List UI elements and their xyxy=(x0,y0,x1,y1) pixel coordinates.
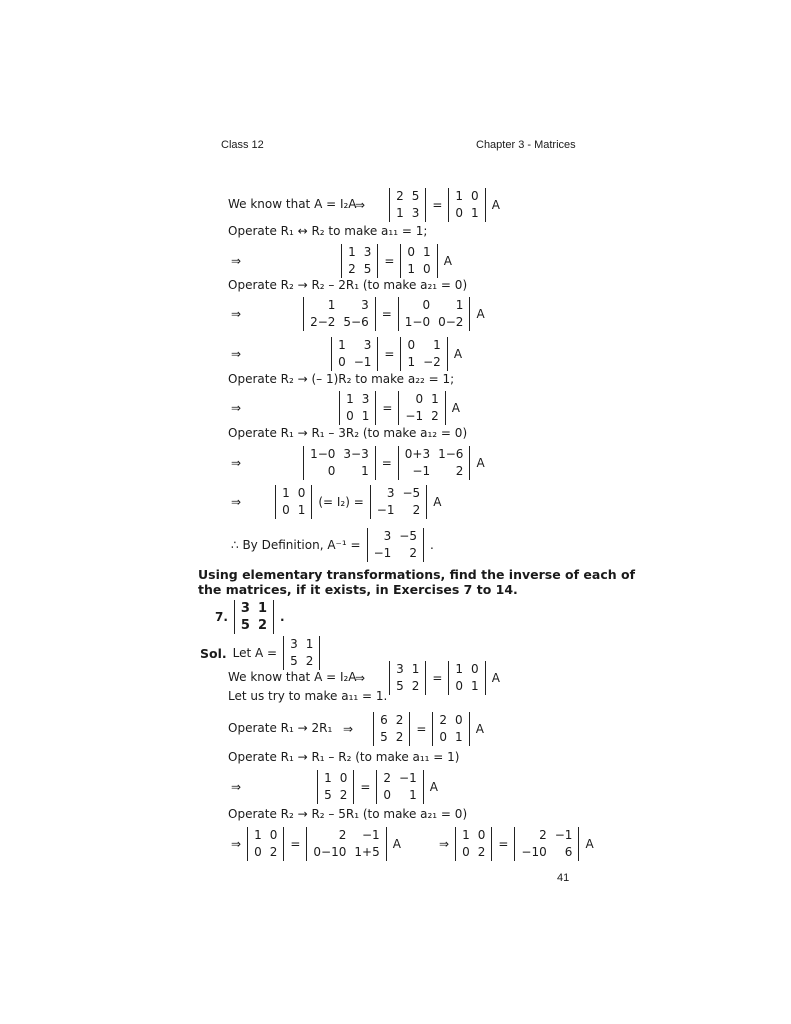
matrix-cell: 5 xyxy=(324,788,332,802)
matrix-cell: −1 xyxy=(373,546,392,560)
matrix-cell: 0 xyxy=(423,262,431,276)
matrix xyxy=(398,446,471,480)
matrix-cell: −1 xyxy=(353,355,372,369)
matrix-cell: 3 xyxy=(361,392,370,406)
equation: ⇒ 1 3 0 −1 = 0 1 1 −2 A xyxy=(231,338,463,369)
matrix xyxy=(234,600,274,634)
header-class: Class 12 xyxy=(221,139,264,151)
matrix-cell: 3 xyxy=(386,486,395,500)
text-line: Operate R₁ → 2R₁ xyxy=(228,721,333,735)
matrix-cell: 0 xyxy=(297,486,306,500)
matrix-cell: 2 xyxy=(383,771,392,785)
matrix-cell: 1 xyxy=(407,355,416,369)
matrix-cell: 1 xyxy=(431,392,439,406)
text-line: We know that A = I₂A xyxy=(228,197,357,211)
matrix-cell: 1 xyxy=(297,503,306,517)
matrix xyxy=(247,827,284,861)
matrix xyxy=(339,391,376,425)
header-chapter: Chapter 3 - Matrices xyxy=(476,139,576,151)
matrix-cell: 2 xyxy=(431,409,439,423)
matrix-cell: 1 xyxy=(471,206,479,220)
matrix-cell: 1−6 xyxy=(438,447,464,461)
text-line: Operate R₁ → R₁ – 3R₂ (to make a₁₂ = 0) xyxy=(228,426,468,440)
matrix-cell: 0 xyxy=(282,503,290,517)
matrix-cell: 1 xyxy=(361,409,370,423)
matrix-cell: 2 xyxy=(412,503,421,517)
exercise-7: 7. 3 1 5 2 . xyxy=(215,601,285,633)
matrix xyxy=(283,636,320,670)
matrix-cell: 2−2 xyxy=(310,315,336,329)
matrix xyxy=(373,712,410,746)
equation: ⇒ 1 3 0 1 = 0 1 −1 2 A xyxy=(231,392,460,423)
matrix xyxy=(400,337,447,371)
matrix-cell: 1 xyxy=(455,662,464,676)
matrix xyxy=(389,188,426,222)
matrix-cell: 1 xyxy=(361,464,369,478)
matrix-cell: 1−0 xyxy=(404,315,431,329)
matrix-cell: 3 xyxy=(363,245,372,259)
matrix-cell: 1 xyxy=(455,189,464,203)
matrix xyxy=(367,528,424,562)
matrix-cell: 0 xyxy=(415,392,424,406)
matrix-cell: 0 xyxy=(383,788,392,802)
equation: ⇒ 2 5 1 3 = 1 0 0 1 A xyxy=(355,189,500,220)
matrix-cell: −1 xyxy=(376,503,395,517)
matrix-cell: 0 xyxy=(338,355,346,369)
equation: ⇒ 1−0 3−3 0 1 = 0+3 1−6 −1 2 A xyxy=(231,447,485,478)
matrix xyxy=(432,712,469,746)
matrix-cell: 2 xyxy=(455,464,464,478)
matrix-cell: 1 xyxy=(455,298,464,312)
matrix-cell: 1 xyxy=(462,828,470,842)
matrix-cell: 2 xyxy=(396,189,404,203)
matrix xyxy=(514,827,579,861)
matrix xyxy=(303,297,376,331)
matrix-cell: 5 xyxy=(363,262,372,276)
matrix xyxy=(400,244,437,278)
equation: ⇒ 1 0 0 1 (= I₂) = 3 −5 −1 2 A xyxy=(231,486,442,517)
matrix-cell: 1 xyxy=(282,486,290,500)
matrix-cell: 6 xyxy=(564,845,573,859)
matrix xyxy=(455,827,492,861)
matrix xyxy=(398,391,445,425)
matrix-cell: 0 xyxy=(422,298,431,312)
matrix-cell: 3 xyxy=(411,206,420,220)
matrix-cell: 0−2 xyxy=(438,315,464,329)
matrix-cell: 5 xyxy=(396,679,404,693)
matrix-cell: 1 xyxy=(305,637,314,651)
matrix-cell: 0−10 xyxy=(313,845,347,859)
equation: ⇒ 1 0 0 2 = 2 −1 0−10 1+5 A xyxy=(231,828,401,859)
matrix-cell: −1 xyxy=(399,771,417,785)
matrix-cell: −10 xyxy=(521,845,547,859)
matrix-cell: 3 xyxy=(383,529,392,543)
solution-start: Sol. Let A = 3 1 5 2 xyxy=(200,636,323,670)
matrix-cell: 0 xyxy=(455,713,463,727)
matrix-cell: 1 xyxy=(348,245,356,259)
matrix-cell: −2 xyxy=(423,355,441,369)
equation: ⇒ 1 0 5 2 = 2 −1 0 1 A xyxy=(231,771,438,802)
matrix xyxy=(275,485,312,519)
matrix xyxy=(389,661,426,695)
matrix-cell: 0 xyxy=(455,679,464,693)
matrix-cell: 2 xyxy=(395,730,404,744)
matrix-cell: 2 xyxy=(411,679,420,693)
matrix-cell: 3−3 xyxy=(343,447,369,461)
page-number: 41 xyxy=(557,872,570,884)
matrix-cell: −1 xyxy=(554,828,573,842)
text-line: Operate R₂ → R₂ – 5R₁ (to make a₂₁ = 0) xyxy=(228,807,468,821)
matrix xyxy=(370,485,427,519)
matrix-cell: 3 xyxy=(363,338,372,352)
matrix xyxy=(376,770,423,804)
matrix-cell: 1 xyxy=(409,788,417,802)
matrix-cell: 2 xyxy=(257,618,268,633)
matrix-cell: 5 xyxy=(240,618,250,633)
matrix-cell: 1 xyxy=(411,662,420,676)
matrix-cell: 3 xyxy=(290,637,298,651)
equation: ⇒ 6 2 5 2 = 2 0 0 1 A xyxy=(343,713,484,744)
matrix-cell: 1 xyxy=(407,262,416,276)
matrix-cell: 2 xyxy=(539,828,547,842)
matrix-cell: −1 xyxy=(412,464,431,478)
matrix-cell: 1+5 xyxy=(354,845,380,859)
matrix xyxy=(341,244,378,278)
matrix xyxy=(448,188,485,222)
matrix-cell: 0 xyxy=(471,189,479,203)
text-line: Operate R₁ → R₁ – R₂ (to make a₁₁ = 1) xyxy=(228,750,460,764)
matrix-cell: 1 xyxy=(471,679,479,693)
matrix-cell: 0 xyxy=(327,464,336,478)
matrix-cell: 2 xyxy=(409,546,417,560)
matrix-cell: −5 xyxy=(402,486,421,500)
matrix-cell: 2 xyxy=(439,713,448,727)
equation: ∴ By Definition, A⁻¹ = 3 −5 −1 2 . xyxy=(231,529,434,560)
matrix-cell: 3 xyxy=(361,298,369,312)
equation: ⇒ 3 1 5 2 = 1 0 0 1 A xyxy=(355,662,500,693)
matrix-cell: 3 xyxy=(240,601,250,616)
matrix-cell: 0 xyxy=(407,245,416,259)
matrix-cell: 1 xyxy=(423,245,431,259)
text-line: Operate R₁ ↔ R₂ to make a₁₁ = 1; xyxy=(228,224,428,238)
matrix xyxy=(331,337,378,371)
matrix xyxy=(448,661,485,695)
text-line: Operate R₂ → R₂ – 2R₁ (to make a₂₁ = 0) xyxy=(228,278,468,292)
matrix-cell: 1 xyxy=(338,338,346,352)
matrix-cell: 0 xyxy=(346,409,354,423)
exercise-heading: Using elementary transformations, find the inverse of each of the matrices, if it exists, in Exercises 7 to 14. xyxy=(198,567,636,597)
matrix xyxy=(398,297,471,331)
text-line: Let us try to make a₁₁ = 1. xyxy=(228,689,388,703)
matrix-cell: 1 xyxy=(455,730,463,744)
matrix-cell: 2 xyxy=(269,845,278,859)
matrix-cell: −1 xyxy=(405,409,424,423)
matrix-cell: 0 xyxy=(462,845,470,859)
matrix-cell: 2 xyxy=(395,713,404,727)
matrix-cell: 1 xyxy=(257,601,268,616)
matrix-cell: −1 xyxy=(362,828,380,842)
matrix-cell: 1 xyxy=(433,338,441,352)
matrix-cell: 1−0 xyxy=(310,447,336,461)
matrix-cell: 1 xyxy=(346,392,354,406)
matrix-cell: 5 xyxy=(411,189,420,203)
matrix-cell: 5 xyxy=(290,654,298,668)
matrix-cell: 1 xyxy=(396,206,404,220)
matrix-cell: 0 xyxy=(254,845,262,859)
matrix-cell: 3 xyxy=(396,662,404,676)
matrix-cell: 1 xyxy=(254,828,262,842)
matrix-cell: 2 xyxy=(339,788,348,802)
matrix-cell: 0 xyxy=(439,730,448,744)
equation: ⇒ 1 3 2 5 = 0 1 1 0 A xyxy=(231,245,452,276)
matrix-cell: −5 xyxy=(399,529,417,543)
text-line: We know that A = I₂A xyxy=(228,670,357,684)
matrix-cell: 6 xyxy=(380,713,388,727)
matrix-cell: 5−6 xyxy=(343,315,369,329)
matrix-cell: 2 xyxy=(338,828,347,842)
equation: ⇒ 1 0 0 2 = 2 −1 −10 6 A xyxy=(439,828,594,859)
text-line: Operate R₂ → (– 1)R₂ to make a₂₂ = 1; xyxy=(228,372,455,386)
matrix-cell: 2 xyxy=(477,845,486,859)
matrix-cell: 0 xyxy=(339,771,348,785)
matrix-cell: 0+3 xyxy=(404,447,431,461)
matrix-cell: 1 xyxy=(324,771,332,785)
matrix xyxy=(317,770,354,804)
matrix-cell: 5 xyxy=(380,730,388,744)
matrix-cell: 2 xyxy=(348,262,356,276)
matrix-cell: 0 xyxy=(477,828,486,842)
matrix-cell: 0 xyxy=(269,828,278,842)
matrix-cell: 2 xyxy=(305,654,314,668)
matrix xyxy=(303,446,376,480)
matrix-cell: 0 xyxy=(471,662,479,676)
matrix-cell: 0 xyxy=(407,338,416,352)
matrix xyxy=(306,827,386,861)
matrix-cell: 0 xyxy=(455,206,464,220)
matrix-cell: 1 xyxy=(327,298,336,312)
equation: ⇒ 1 3 2−2 5−6 = 0 1 1−0 0−2 A xyxy=(231,298,485,329)
